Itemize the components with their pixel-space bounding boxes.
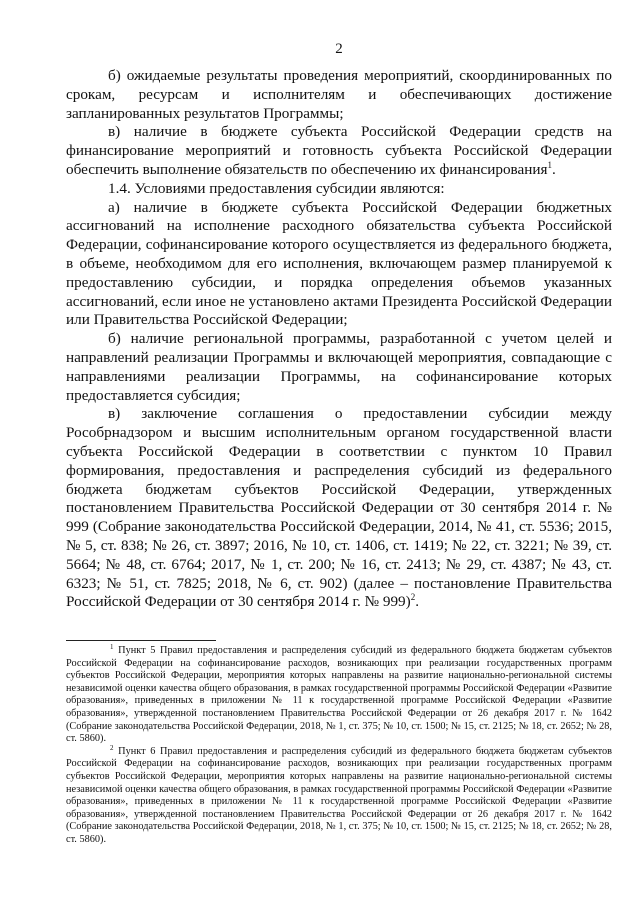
paragraph-condition-a [66,199,612,331]
footnote-divider [66,640,216,641]
footnote-ref-1[interactable]: 1 [547,159,552,170]
paragraph-expected-results [66,67,612,123]
footnote-1 [66,645,612,746]
footnote-marker: 2 [110,743,114,752]
paragraph-budget-funds [66,123,612,179]
footnote-text: Пункт 6 Правил предоставления и распределения субсидий из федерального бюджета бюджетам субъектов Российской Федерации на софинансирование расходов, возникающих при реализации государственных программ субъектов Российской Федерации, мероприятия которых направлены на развитие национально-региональной системы независимой оценки качества общего образования, в рамках государственной программы Российской Федерации «Развитие образования», приведенных в приложении № 11 к государственной программе Российской Федерации «Развитие образования», утвержденной постановлением Правительства Российской Федерации от 26 декабря 2017 г. № 1642 (Собрание законодательства Российской Федерации, 2018, № 1, ст. 375; № 10, ст. 1500; № 15, ст. 2125; № 18, ст. 2652; № 28, ст. 5860). [66,745,612,845]
paragraph-suffix: . [415,593,420,611]
footnote-marker: 1 [110,643,114,651]
paragraph-text: б) наличие региональной программы, разработанной с учетом целей и направлений реализации Программы и включающей мероприятия, совпадающие с направлениями реализации Программы, на софинансирование которых предоставляется субсидия; [66,330,612,404]
paragraph-condition-b [66,330,612,405]
paragraph-text: б) ожидаемые результаты проведения мероприятий, скоординированных по срокам, ресурсам и исполнителям и обеспечивающих достижение запланированных результатов Программы; [66,67,612,122]
footnotes-section [66,640,612,847]
document-body [66,67,612,612]
footnote-text: Пункт 5 Правил предоставления и распределения субсидий из федерального бюджета бюджетам субъектов Российской Федерации на софинансирование расходов, возникающих при реализации государственных программ субъектов Российской Федерации, мероприятия которых направлены на развитие национально-региональной системы независимой оценки качества общего образования, в рамках государственной программы Российской Федерации «Развитие образования», приведенных в приложении № 11 к государственной программе Российской Федерации «Развитие образования», утвержденной постановлением Правительства Российской Федерации от 26 декабря 2017 г. № 1642 (Собрание законодательства Российской Федерации, 2018, № 1, ст. 375; № 10, ст. 1500; № 15, ст. 2125; № 18, ст. 2652; № 28, ст. 5860). [66,645,612,745]
paragraph-text: в) заключение соглашения о предоставлении субсидии между Рособрнадзором и высшим исполнительным органом государственной власти субъекта Российской Федерации в соответствии с пунктом 10 Правил формирования, предоставления и распределения субсидий из федерального бюджета бюджетам субъектов Российской Федерации, утвержденных постановлением Правительства Российской Федерации от 30 сентября 2014 г. № 999 (Собрание законодательства Российской Федерации, 2014, № 41, ст. 5536; 2015, № 5, ст. 838; № 26, ст. 3897; 2016, № 10, ст. 1406, ст. 1419; № 22, ст. 3221; № 39, ст. 5664; № 48, ст. 6764; 2017, № 1, ст. 200; № 16, ст. 2413; № 29, ст. 4387; № 43, ст. 6323; № 51, ст. 7825; 2018, № 6, ст. 902) (далее – постановление Правительства Российской Федерации от 30 сентября 2014 г. № 999) [66,405,612,611]
paragraph-suffix: . [552,160,556,178]
footnote-2 [66,743,612,847]
page-number: 2 [335,41,343,57]
paragraph-condition-c [66,405,612,612]
paragraph-conditions-heading [66,180,612,199]
paragraph-text: 1.4. Условиями предоставления субсидии являются: [108,179,445,197]
paragraph-text: а) наличие в бюджете субъекта Российской Федерации бюджетных ассигнований на исполнение расходного обязательства субъекта Российской Федерации, софинансирование которого осуществляется из федерального бюджета, в объеме, необходимом для его исполнения, включающем размер планируемой к предоставлению субсидии, и порядка определения объемов указанных ассигнований, если иное не установлено актами Президента Российской Федерации или Правительства Российской Федерации; [66,198,612,329]
paragraph-text: в) наличие в бюджете субъекта Российской Федерации средств на финансирование мероприятий и готовность субъекта Российской Федерации обеспечить выполнение обязательств по обеспечению их финансирования [66,123,612,178]
footnote-ref-2[interactable]: 2 [410,592,416,603]
